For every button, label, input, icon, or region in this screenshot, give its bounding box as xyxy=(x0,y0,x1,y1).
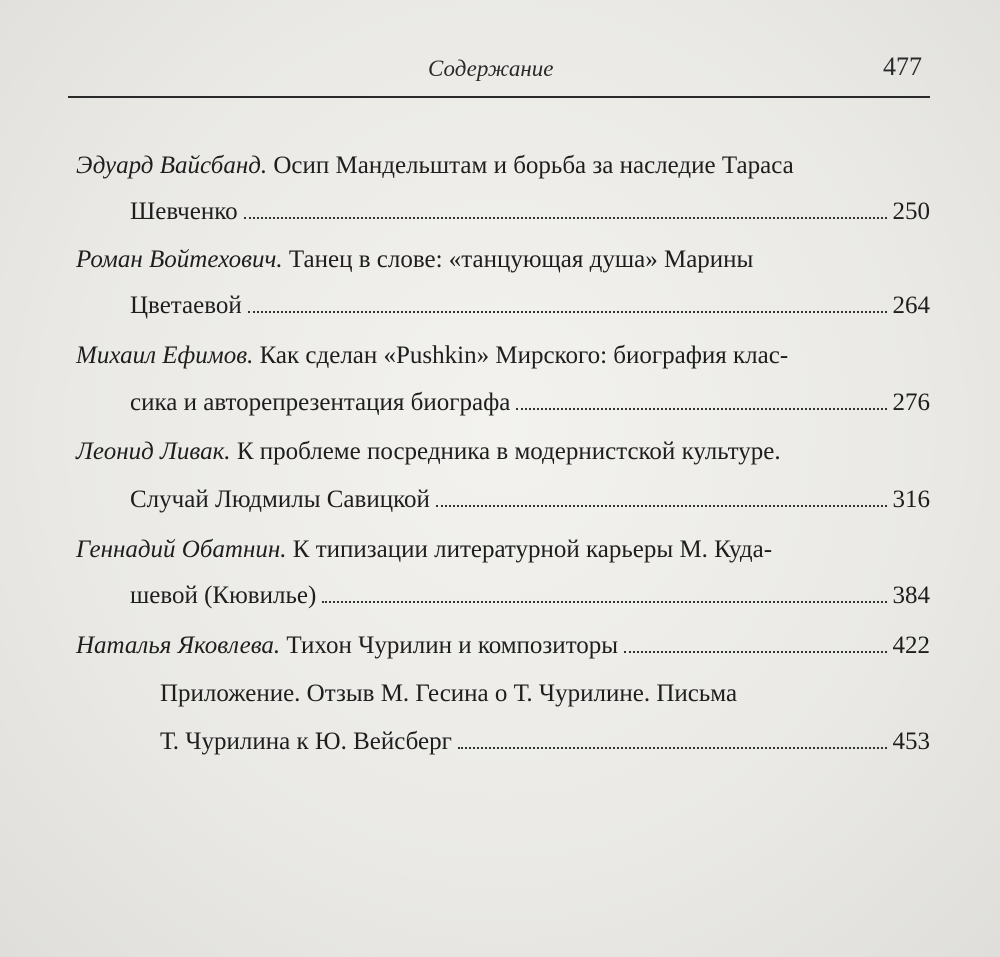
entry-title-continuation: шевой (Кювилье) xyxy=(130,582,317,609)
entry-author: Геннадий Обатнин. xyxy=(76,536,287,563)
dot-leader xyxy=(516,407,886,410)
entry-author: Роман Войтехович. xyxy=(76,246,283,273)
entry-title: Танец в слове: «танцующая душа» Марины xyxy=(282,246,754,273)
entry-author: Леонид Ливак. xyxy=(76,438,231,465)
toc-entry-leader-line xyxy=(130,387,930,419)
entry-page-number: 276 xyxy=(892,389,930,416)
entry-title-continuation: Случай Людмилы Савицкой xyxy=(130,486,430,513)
toc-entry-leader-line xyxy=(76,630,930,662)
entry-author: Эдуард Вайсбанд. xyxy=(76,152,268,179)
header-page-number: 477 xyxy=(883,52,922,81)
entry-title: К типизации литературной карьеры М. Куда- xyxy=(286,536,773,563)
toc-entry-title-line xyxy=(76,534,772,566)
entry-page-number: 422 xyxy=(892,632,930,659)
entry-page-number: 316 xyxy=(892,486,930,513)
toc-entry-leader-line xyxy=(130,484,930,516)
entry-title: Осип Мандельштам и борьба за наследие Тараса xyxy=(267,152,794,179)
header-title: Содержание xyxy=(428,56,554,81)
entry-title: Тихон Чурилин и композиторы xyxy=(280,632,619,659)
toc-entry-title-line xyxy=(76,244,753,276)
entry-title: Как сделан «Pushkin» Мирского: биография клас- xyxy=(253,342,789,369)
toc-entry-title-line xyxy=(76,340,788,372)
appendix-title-line xyxy=(160,678,737,710)
toc-entry-leader-line xyxy=(130,196,930,228)
toc-entry-title-line xyxy=(76,150,794,182)
entry-author: Наталья Яковлева. xyxy=(76,632,281,659)
entry-title-continuation: Цветаевой xyxy=(130,292,242,319)
entry-author: Михаил Ефимов. xyxy=(76,342,254,369)
dot-leader xyxy=(322,600,886,603)
dot-leader xyxy=(624,650,886,653)
dot-leader xyxy=(248,310,887,313)
entry-page-number: 384 xyxy=(892,582,930,609)
appendix-page-number: 453 xyxy=(892,728,930,755)
entry-page-number: 250 xyxy=(892,198,930,225)
appendix-leader-line xyxy=(160,726,930,758)
appendix-title: Приложение. Отзыв М. Гесина о Т. Чурилине. Письма xyxy=(160,680,738,707)
dot-leader xyxy=(436,504,887,507)
entry-title-continuation: Шевченко xyxy=(130,198,238,225)
entry-title: К проблеме посредника в модернистской культуре. xyxy=(230,438,781,465)
dot-leader xyxy=(244,216,887,219)
entry-title-continuation: сика и авторепрезентация биографа xyxy=(130,389,511,416)
running-header xyxy=(68,48,930,98)
toc-entry-leader-line xyxy=(130,290,930,322)
toc-entry-title-line xyxy=(76,436,781,468)
toc-entry-leader-line xyxy=(130,580,930,612)
dot-leader xyxy=(458,746,887,749)
appendix-title-continuation: Т. Чурилина к Ю. Вейсберг xyxy=(160,728,452,755)
entry-page-number: 264 xyxy=(892,292,930,319)
